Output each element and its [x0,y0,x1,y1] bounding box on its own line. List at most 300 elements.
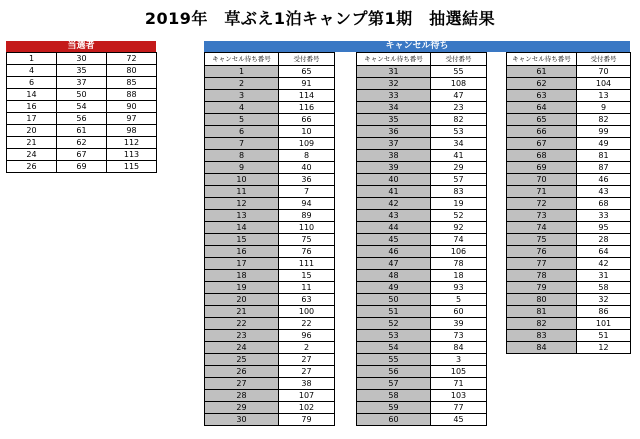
reception-number: 32 [577,294,631,306]
wait-number: 67 [507,138,577,150]
wait-number: 45 [357,234,431,246]
waitlist-row [357,306,487,318]
reception-number: 64 [577,246,631,258]
reception-number: 82 [431,114,487,126]
wait-number: 83 [507,330,577,342]
reception-number: 84 [431,342,487,354]
waitlist-row [205,114,335,126]
reception-number: 51 [577,330,631,342]
reception-number: 38 [279,378,335,390]
waitlist-row [507,318,631,330]
reception-number: 110 [279,222,335,234]
reception-number: 15 [279,270,335,282]
winner-number: 115 [107,161,157,173]
wait-number: 58 [357,390,431,402]
winner-number: 85 [107,77,157,89]
reception-number: 109 [279,138,335,150]
waitlist-row [357,282,487,294]
winner-row [7,65,157,77]
waitlist-row [205,234,335,246]
wait-number: 7 [205,138,279,150]
winners-table [6,52,157,173]
winner-number: 61 [57,125,107,137]
reception-number: 81 [577,150,631,162]
wait-number: 44 [357,222,431,234]
reception-number: 7 [279,186,335,198]
reception-number: 94 [279,198,335,210]
wait-number: 75 [507,234,577,246]
reception-number: 71 [431,378,487,390]
waitlist-table-2 [356,52,487,426]
wait-number: 60 [357,414,431,426]
wait-number: 80 [507,294,577,306]
reception-number: 53 [431,126,487,138]
waitlist-row [205,354,335,366]
waitlist-row [357,294,487,306]
wait-number: 42 [357,198,431,210]
winner-number: 54 [57,101,107,113]
wait-number: 38 [357,150,431,162]
waitlist-row [357,162,487,174]
waitlist-row [205,222,335,234]
reception-number: 77 [431,402,487,414]
waitlist-row [205,366,335,378]
wait-number: 28 [205,390,279,402]
winner-number: 69 [57,161,107,173]
col-wait-number: キャンセル待ち番号 [357,53,431,66]
waitlist-row [507,198,631,210]
waitlist-row [357,186,487,198]
wait-number: 41 [357,186,431,198]
wait-number: 18 [205,270,279,282]
waitlist-row [205,174,335,186]
reception-number: 46 [577,174,631,186]
reception-number: 106 [431,246,487,258]
waitlist-row [507,210,631,222]
waitlist-row [205,102,335,114]
wait-number: 48 [357,270,431,282]
wait-number: 24 [205,342,279,354]
wait-number: 8 [205,150,279,162]
reception-number: 102 [279,402,335,414]
winner-number: 56 [57,113,107,125]
wait-number: 53 [357,330,431,342]
wait-number: 64 [507,102,577,114]
reception-number: 76 [279,246,335,258]
wait-number: 43 [357,210,431,222]
waitlist-row [357,258,487,270]
wait-number: 54 [357,342,431,354]
reception-number: 27 [279,366,335,378]
reception-number: 68 [577,198,631,210]
winner-row [7,137,157,149]
wait-number: 59 [357,402,431,414]
winner-row [7,113,157,125]
wait-number: 70 [507,174,577,186]
wait-number: 22 [205,318,279,330]
waitlist-row [357,318,487,330]
waitlist-row [507,330,631,342]
waitlist-row [357,138,487,150]
waitlist-row [205,246,335,258]
wait-number: 72 [507,198,577,210]
winner-number: 26 [7,161,57,173]
waitlist-row [357,414,487,426]
winners-header: 当選者 [6,41,156,52]
reception-number: 75 [279,234,335,246]
winner-row [7,125,157,137]
wait-number: 4 [205,102,279,114]
waitlist-row [357,114,487,126]
waitlist-row [205,330,335,342]
reception-number: 43 [577,186,631,198]
wait-number: 14 [205,222,279,234]
wait-number: 1 [205,66,279,78]
wait-number: 17 [205,258,279,270]
wait-number: 74 [507,222,577,234]
reception-number: 22 [279,318,335,330]
wait-number: 5 [205,114,279,126]
reception-number: 79 [279,414,335,426]
wait-number: 51 [357,306,431,318]
col-wait-number: キャンセル待ち番号 [507,53,577,66]
waitlist-row [357,354,487,366]
wait-number: 37 [357,138,431,150]
wait-number: 79 [507,282,577,294]
wait-number: 21 [205,306,279,318]
winner-number: 14 [7,89,57,101]
reception-number: 13 [577,90,631,102]
waitlist-row [205,210,335,222]
col-reception-number: 受付番号 [279,53,335,66]
reception-number: 63 [279,294,335,306]
waitlist-row [205,66,335,78]
wait-number: 6 [205,126,279,138]
wait-number: 81 [507,306,577,318]
winner-number: 98 [107,125,157,137]
waitlist-row [507,90,631,102]
reception-number: 29 [431,162,487,174]
waitlist-row [205,186,335,198]
reception-number: 89 [279,210,335,222]
winner-number: 17 [7,113,57,125]
reception-number: 83 [431,186,487,198]
wait-number: 40 [357,174,431,186]
waitlist-row [205,138,335,150]
wait-number: 26 [205,366,279,378]
winner-number: 62 [57,137,107,149]
waitlist-row [507,306,631,318]
reception-number: 99 [577,126,631,138]
wait-number: 52 [357,318,431,330]
waitlist-row [507,162,631,174]
reception-number: 108 [431,78,487,90]
wait-number: 50 [357,294,431,306]
wait-number: 66 [507,126,577,138]
waitlist-row [507,114,631,126]
col-reception-number: 受付番号 [431,53,487,66]
waitlist-row [205,90,335,102]
waitlist-row [205,402,335,414]
reception-number: 23 [431,102,487,114]
waitlist-row [507,246,631,258]
waitlist-row [357,402,487,414]
wait-number: 77 [507,258,577,270]
winner-row [7,149,157,161]
page-title: 2019年 草ぶえ1泊キャンプ第1期 抽選結果 [144,9,496,28]
waitlist-row [507,126,631,138]
waitlist-row [357,66,487,78]
reception-number: 18 [431,270,487,282]
wait-number: 69 [507,162,577,174]
waitlist-row [507,102,631,114]
waitlist-row [507,258,631,270]
reception-number: 57 [431,174,487,186]
winner-number: 90 [107,101,157,113]
wait-number: 33 [357,90,431,102]
reception-number: 12 [577,342,631,354]
waitlist-row [205,150,335,162]
wait-number: 56 [357,366,431,378]
winner-number: 113 [107,149,157,161]
waitlist-row [205,306,335,318]
waitlist-header: キャンセル待ち [204,41,630,52]
winner-row [7,101,157,113]
reception-number: 42 [577,258,631,270]
reception-number: 9 [577,102,631,114]
waitlist-row [357,330,487,342]
wait-number: 29 [205,402,279,414]
wait-number: 12 [205,198,279,210]
winner-number: 37 [57,77,107,89]
reception-number: 107 [279,390,335,402]
winner-number: 16 [7,101,57,113]
waitlist-row [357,246,487,258]
waitlist-row [507,222,631,234]
reception-number: 66 [279,114,335,126]
reception-number: 8 [279,150,335,162]
wait-number: 16 [205,246,279,258]
winner-number: 6 [7,77,57,89]
waitlist-row [205,126,335,138]
winner-number: 21 [7,137,57,149]
wait-number: 31 [357,66,431,78]
wait-number: 27 [205,378,279,390]
reception-number: 114 [279,90,335,102]
reception-number: 39 [431,318,487,330]
waitlist-row [205,390,335,402]
wait-number: 35 [357,114,431,126]
reception-number: 49 [577,138,631,150]
winner-number: 67 [57,149,107,161]
waitlist-row [205,162,335,174]
reception-number: 104 [577,78,631,90]
winner-number: 72 [107,53,157,65]
waitlist-row [357,234,487,246]
wait-number: 61 [507,66,577,78]
waitlist-row [205,342,335,354]
wait-number: 71 [507,186,577,198]
wait-number: 15 [205,234,279,246]
wait-number: 76 [507,246,577,258]
wait-number: 73 [507,210,577,222]
waitlist-row [205,258,335,270]
wait-number: 2 [205,78,279,90]
reception-number: 86 [577,306,631,318]
reception-number: 74 [431,234,487,246]
waitlist-row [357,210,487,222]
waitlist-row [357,270,487,282]
winner-row [7,77,157,89]
wait-number: 65 [507,114,577,126]
wait-number: 20 [205,294,279,306]
reception-number: 31 [577,270,631,282]
winner-number: 1 [7,53,57,65]
reception-number: 95 [577,222,631,234]
reception-number: 82 [577,114,631,126]
waitlist-row [357,150,487,162]
wait-number: 23 [205,330,279,342]
wait-number: 19 [205,282,279,294]
wait-number: 46 [357,246,431,258]
reception-number: 70 [577,66,631,78]
reception-number: 5 [431,294,487,306]
winner-number: 4 [7,65,57,77]
waitlist-row [205,414,335,426]
reception-number: 27 [279,354,335,366]
waitlist-row [507,186,631,198]
wait-number: 82 [507,318,577,330]
wait-number: 57 [357,378,431,390]
waitlist-row [357,390,487,402]
waitlist-row [205,294,335,306]
reception-number: 101 [577,318,631,330]
winner-number: 112 [107,137,157,149]
reception-number: 92 [431,222,487,234]
wait-number: 78 [507,270,577,282]
waitlist-table-1 [204,52,335,426]
waitlist-row [205,198,335,210]
waitlist-row [205,270,335,282]
wait-number: 63 [507,90,577,102]
reception-number: 96 [279,330,335,342]
reception-number: 10 [279,126,335,138]
reception-number: 103 [431,390,487,402]
reception-number: 105 [431,366,487,378]
winner-number: 35 [57,65,107,77]
col-reception-number: 受付番号 [577,53,631,66]
winner-number: 20 [7,125,57,137]
wait-number: 39 [357,162,431,174]
reception-number: 33 [577,210,631,222]
wait-number: 62 [507,78,577,90]
reception-number: 40 [279,162,335,174]
winner-row [7,89,157,101]
wait-number: 3 [205,90,279,102]
reception-number: 41 [431,150,487,162]
reception-number: 60 [431,306,487,318]
wait-number: 55 [357,354,431,366]
waitlist-row [205,318,335,330]
waitlist-row [357,366,487,378]
reception-number: 47 [431,90,487,102]
waitlist-row [357,90,487,102]
reception-number: 58 [577,282,631,294]
waitlist-row [507,138,631,150]
reception-number: 116 [279,102,335,114]
winner-number: 30 [57,53,107,65]
reception-number: 55 [431,66,487,78]
waitlist-row [357,222,487,234]
winner-number: 50 [57,89,107,101]
wait-number: 32 [357,78,431,90]
reception-number: 52 [431,210,487,222]
waitlist-row [507,174,631,186]
reception-number: 78 [431,258,487,270]
waitlist-row [357,126,487,138]
winner-number: 24 [7,149,57,161]
wait-number: 68 [507,150,577,162]
waitlist-row [507,294,631,306]
winner-row [7,161,157,173]
reception-number: 91 [279,78,335,90]
reception-number: 2 [279,342,335,354]
winner-number: 88 [107,89,157,101]
waitlist-row [357,174,487,186]
wait-number: 84 [507,342,577,354]
reception-number: 65 [279,66,335,78]
waitlist-row [507,78,631,90]
waitlist-row [357,102,487,114]
waitlist-row [507,234,631,246]
reception-number: 87 [577,162,631,174]
wait-number: 36 [357,126,431,138]
wait-number: 25 [205,354,279,366]
winner-number: 97 [107,113,157,125]
reception-number: 3 [431,354,487,366]
wait-number: 11 [205,186,279,198]
winner-number: 80 [107,65,157,77]
reception-number: 34 [431,138,487,150]
col-wait-number: キャンセル待ち番号 [205,53,279,66]
reception-number: 19 [431,198,487,210]
winner-row [7,53,157,65]
waitlist-table-3 [506,52,631,354]
waitlist-row [507,282,631,294]
waitlist-row [205,78,335,90]
reception-number: 93 [431,282,487,294]
wait-number: 47 [357,258,431,270]
waitlist-row [357,342,487,354]
wait-number: 9 [205,162,279,174]
reception-number: 36 [279,174,335,186]
waitlist-row [507,150,631,162]
wait-number: 34 [357,102,431,114]
reception-number: 45 [431,414,487,426]
wait-number: 10 [205,174,279,186]
waitlist-row [205,378,335,390]
reception-number: 28 [577,234,631,246]
waitlist-row [507,342,631,354]
reception-number: 111 [279,258,335,270]
waitlist-row [507,66,631,78]
waitlist-row [205,282,335,294]
waitlist-row [357,198,487,210]
waitlist-row [357,78,487,90]
waitlist-row [357,378,487,390]
wait-number: 30 [205,414,279,426]
wait-number: 13 [205,210,279,222]
